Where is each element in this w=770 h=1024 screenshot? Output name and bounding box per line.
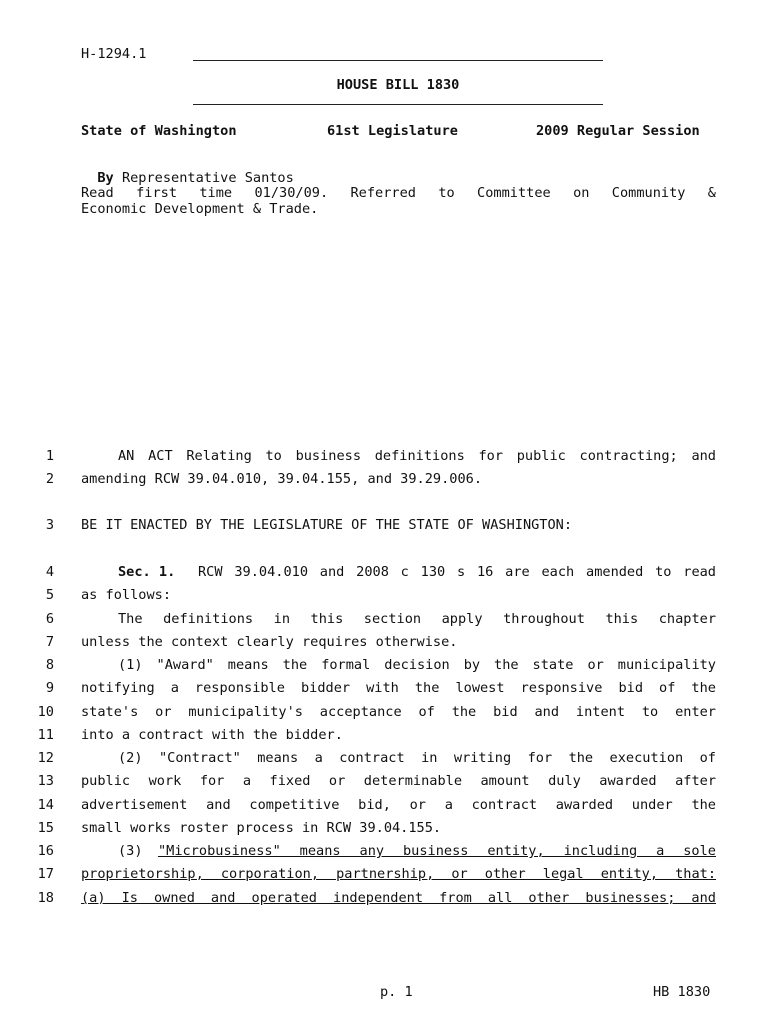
legislature: 61st Legislature — [327, 123, 458, 139]
body-line: into a contract with the bidder. — [81, 727, 343, 743]
page-number: p. 1 — [380, 984, 413, 1000]
footer-bill-ref: HB 1830 — [653, 984, 711, 1000]
body-line: amending RCW 39.04.010, 39.04.155, and 39.29.006. — [81, 471, 483, 487]
line-number: 1 — [45, 448, 54, 464]
inserted-text-line: proprietorship, corporation, partnership, or other legal entity, that: — [81, 866, 716, 882]
body-line: state's or municipality's acceptance of the bid and intent to enter — [81, 704, 716, 720]
session: 2009 Regular Session — [536, 123, 700, 139]
body-line: RCW 39.04.010 and 2008 c 130 s 16 are each amended to read — [198, 564, 716, 580]
line-number: 4 — [45, 564, 54, 580]
body-line: advertisement and competitive bid, or a contract awarded under the — [81, 797, 716, 813]
body-line: (2) "Contract" means a contract in writing for the execution of — [118, 750, 716, 766]
body-line: small works roster process in RCW 39.04.155. — [81, 820, 442, 836]
line-number: 11 — [37, 727, 54, 743]
line-number: 7 — [45, 634, 54, 650]
by-label: By — [97, 170, 114, 186]
line-number: 10 — [37, 704, 54, 720]
body-line: as follows: — [81, 587, 172, 603]
referral-line-1: Read first time 01/30/09. Referred to Committee on Community & — [81, 185, 716, 201]
line-number: 14 — [37, 797, 54, 813]
section-label — [118, 564, 175, 580]
title-rule-top — [193, 60, 603, 61]
sponsor-name: Representative Santos — [121, 170, 294, 186]
line-number: 9 — [45, 680, 54, 696]
body-line: unless the context clearly requires otherwise. — [81, 634, 458, 650]
sponsor-line — [81, 154, 294, 186]
section-number: Sec. 1. — [118, 564, 176, 580]
clause-number: (3) — [118, 843, 151, 859]
line-number: 16 — [37, 843, 54, 859]
line-number: 17 — [37, 866, 54, 882]
title-rule-bottom — [193, 104, 603, 105]
enacting-clause: BE IT ENACTED BY THE LEGISLATURE OF THE STATE OF WASHINGTON: — [81, 517, 573, 533]
bill-title: HOUSE BILL 1830 — [336, 77, 460, 93]
body-line: public work for a fixed or determinable amount duly awarded after — [81, 773, 716, 789]
state-name: State of Washington — [81, 123, 237, 139]
document-code: H-1294.1 — [81, 46, 147, 62]
body-line: The definitions in this section apply throughout this chapter — [118, 611, 716, 627]
line-number: 18 — [37, 890, 54, 906]
line-number: 2 — [45, 471, 54, 487]
line-number: 6 — [45, 611, 54, 627]
referral-line-2: Economic Development & Trade. — [81, 201, 319, 217]
line-number: 5 — [45, 587, 54, 603]
line-number: 15 — [37, 820, 54, 836]
inserted-text-line: "Microbusiness" means any business entity, including a sole — [158, 843, 716, 859]
line-number: 8 — [45, 657, 54, 673]
inserted-text-line: (a) Is owned and operated independent from all other businesses; and — [81, 890, 716, 906]
body-line: notifying a responsible bidder with the lowest responsive bid of the — [81, 680, 716, 696]
body-line: AN ACT Relating to business definitions for public contracting; and — [118, 448, 716, 464]
line-number: 3 — [45, 517, 54, 533]
line-number: 13 — [37, 773, 54, 789]
line-number: 12 — [37, 750, 54, 766]
body-line: (1) "Award" means the formal decision by the state or municipality — [118, 657, 716, 673]
